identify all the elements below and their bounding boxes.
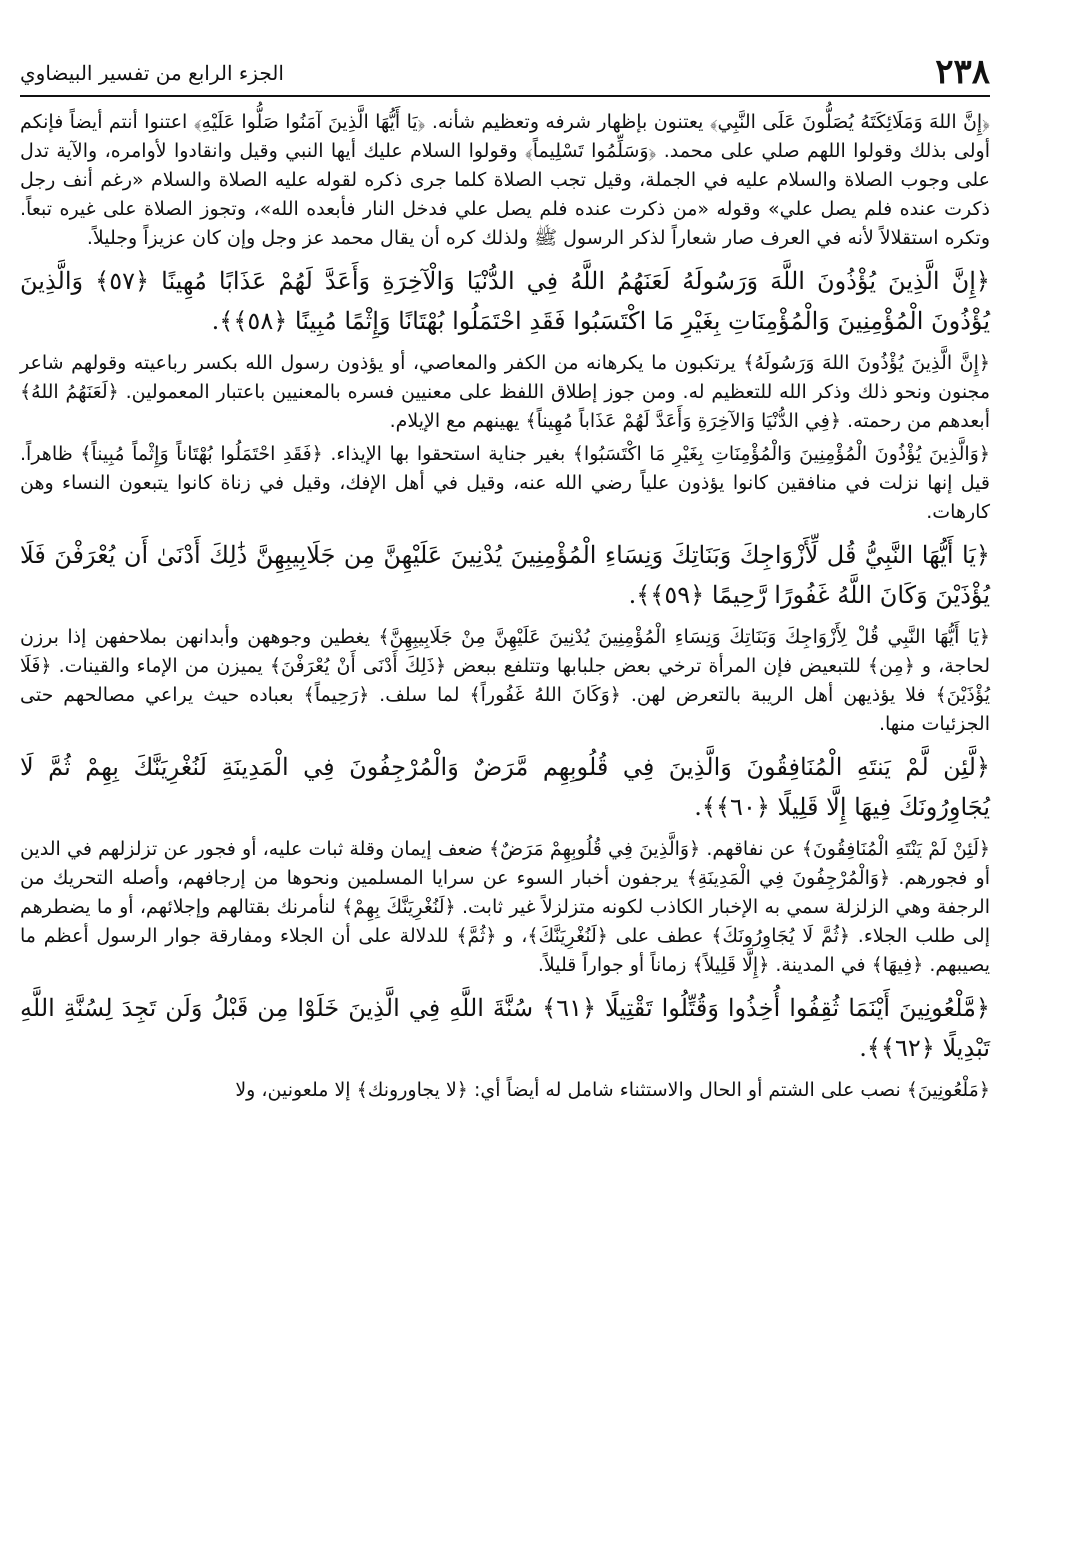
running-title: الجزء الرابع من تفسير البيضاوي: [20, 61, 284, 85]
header-rule: [20, 95, 990, 97]
quran-verse: ﴿إِنَّ الَّذِينَ يُؤْذُونَ اللَّهَ وَرَسُولَهُ لَعَنَهُمُ اللَّهُ فِي الدُّنْيَا وَالْآخِرَةِ وَأَعَدَّ لَهُمْ عَذَابًا مُهِينًا ﴿٥٧﴾ وَالَّذِينَ يُؤْذُونَ الْمُؤْمِنِينَ وَالْمُؤْمِنَاتِ بِغَيْرِ مَا اكْتَسَبُوا فَقَدِ احْتَمَلُوا بُهْتَانًا وَإِثْمًا مُبِينًا ﴿٥٨﴾﴾.: [20, 267, 990, 335]
commentary-paragraph: ﴿يَا أَيُّهَا النَّبِي قُلْ لِأَزْوَاجِكَ وَبَنَاتِكَ وَنِسَاءِ الْمُؤْمِنِينَ يُدْنِينَ عَلَيْهِنَّ مِنْ جَلَابِيبِهِنَّ﴾ يغطين وجوههن وأبدانهن بملاحفهن إذا برزن لحاجة، و ﴿مِن﴾ للتبعيض فإن المرأة ترخي بعض جلبابها وتتلفع ببعض ﴿ذَلِكَ أَدْنَى أَنْ يُعْرَفْنَ﴾ يميزن من الإماء والقينات. ﴿فَلَا يُؤْذَيْنَ﴾ فلا يؤذيهن أهل الريبة بالتعرض لهن. ﴿وَكَانَ اللهُ غَفُوراً﴾ لما سلف. ﴿رَحِيماً﴾ بعباده حيث يراعي مصالحهم حتى الجزئيات منها.: [20, 626, 990, 735]
commentary-paragraph: ﴿لَئِنْ لَمْ يَنْتَهِ الْمُنَافِقُونَ﴾ عن نفاقهم. ﴿وَالَّذِينَ فِي قُلُوبِهِمْ مَرَضٌ﴾ ضعف إيمان وقلة ثبات عليه، أو فجور عن تزلزلهم في الدين أو فجورهم. ﴿وَالْمُرْجِفُونَ فِي الْمَدِينَةِ﴾ يرجفون أخبار السوء عن سرايا المسلمين ونحوها من إرجافهم، وأصله التحريك من الرجفة وهي الزلزلة سمي به الإخبار الكاذب لكونه متزلزلاً غير ثابت. ﴿لَنُغْرِيَنَّكَ بِهِمْ﴾ لنأمرنك بقتالهم وإجلائهم، أو ما يضطرهم إلى طلب الجلاء. ﴿ثُمَّ لَا يُجَاوِرُونَكَ﴾ عطف على ﴿لَنُغْرِيَنَّكَ﴾، و ﴿ثُمَّ﴾ للدلالة على أن الجلاء ومفارقة جوار الرسول أعظم ما يصيبهم. ﴿فِيهَا﴾ في المدينة. ﴿إِلَّا قَلِيلاً﴾ زماناً أو جواراً قليلاً.: [20, 838, 990, 976]
commentary-paragraph: ﴿مَلْعُونِينَ﴾ نصب على الشتم أو الحال والاستثناء شامل له أيضاً أي: ﴿لا يجاورونك﴾ إلا ملعونين، ولا: [235, 1079, 990, 1101]
quran-verse: ﴿لَّئِن لَّمْ يَنتَهِ الْمُنَافِقُونَ وَالَّذِينَ فِي قُلُوبِهِم مَّرَضٌ وَالْمُرْجِفُونَ فِي الْمَدِينَةِ لَنُغْرِيَنَّكَ بِهِمْ ثُمَّ لَا يُجَاوِرُونَكَ فِيهَا إِلَّا قَلِيلًا ﴿٦٠﴾﴾.: [20, 753, 990, 821]
commentary-paragraph: ﴿إِنَّ الَّذِينَ يُؤْذُونَ اللهَ وَرَسُولَهُ﴾ يرتكبون ما يكرهانه من الكفر والمعاصي، أو يؤذون رسول الله بكسر رباعيته وقولهم شاعر مجنون ونحو ذلك وذكر الله للتعظيم له. ومن جوز إطلاق اللفظ على معنيين فسره بالمعنيين باعتبار المعمولين. ﴿لَعَنَهُمُ اللهُ﴾ أبعدهم من رحمته. ﴿فِي الدُّنْيَا وَالآخِرَةِ وَأَعَدَّ لَهُمْ عَذَاباً مُهِيناً﴾ يهينهم مع الإيلام.: [20, 352, 990, 432]
page-body: [20, 108, 990, 1109]
page-number: ٢٣٨: [935, 52, 990, 92]
page-header: [20, 52, 990, 92]
quran-verse: ﴿مَّلْعُونِينَ أَيْنَمَا ثُقِفُوا أُخِذُوا وَقُتِّلُوا تَقْتِيلًا ﴿٦١﴾ سُنَّةَ اللَّهِ فِي الَّذِينَ خَلَوْا مِن قَبْلُ وَلَن تَجِدَ لِسُنَّةِ اللَّهِ تَبْدِيلًا ﴿٦٢﴾﴾.: [20, 994, 990, 1062]
quran-verse: ﴿يَا أَيُّهَا النَّبِيُّ قُل لِّأَزْوَاجِكَ وَبَنَاتِكَ وَنِسَاءِ الْمُؤْمِنِينَ يُدْنِينَ عَلَيْهِنَّ مِن جَلَابِيبِهِنَّ ذَٰلِكَ أَدْنَىٰ أَن يُعْرَفْنَ فَلَا يُؤْذَيْنَ وَكَانَ اللَّهُ غَفُورًا رَّحِيمًا ﴿٥٩﴾﴾.: [20, 541, 990, 609]
commentary-paragraph: ﴿إِنَّ اللهَ وَمَلَائِكَتَهُ يُصَلُّونَ عَلَى النَّبِي﴾ يعتنون بإظهار شرفه وتعظيم شأنه. ﴿يَا أَيُّهَا الَّذِينَ آمَنُوا صَلُّوا عَلَيْهِ﴾ اعتنوا أنتم أيضاً فإنكم أولى بذلك وقولوا اللهم صلي على محمد. ﴿وَسَلِّمُوا تَسْلِيماً﴾ وقولوا السلام عليك أيها النبي وقيل وانقادوا لأوامره، والآية تدل على وجوب الصلاة والسلام عليه في الجملة، وقيل تجب الصلاة كلما جرى ذكره لقوله عليه الصلاة والسلام «رغم أنف رجل ذكرت عنده فلم يصل علي» وقوله «من ذكرت عنده فلم يصل علي فدخل النار فأبعده الله»، وتجوز الصلاة على غيره تبعاً. وتكره استقلالاً لأنه في العرف صار شعاراً لذكر الرسول ﷺ ولذلك كره أن يقال محمد عز وجل وإن كان عزيزاً وجليلاً.: [20, 111, 990, 249]
commentary-paragraph: ﴿وَالَّذِينَ يُؤْذُونَ الْمُؤْمِنِينَ وَالْمُؤْمِنَاتِ بِغَيْرِ مَا اكْتَسَبُوا﴾ بغير جناية استحقوا بها الإيذاء. ﴿فَقَدِ احْتَمَلُوا بُهْتَاناً وَإِثْماً مُبِيناً﴾ ظاهراً. قيل إنها نزلت في منافقين كانوا يؤذون علياً رضي الله عنه، وقيل في أهل الإفك، وقيل في زناة كانوا يتبعون النساء وهن كارهات.: [20, 443, 990, 523]
